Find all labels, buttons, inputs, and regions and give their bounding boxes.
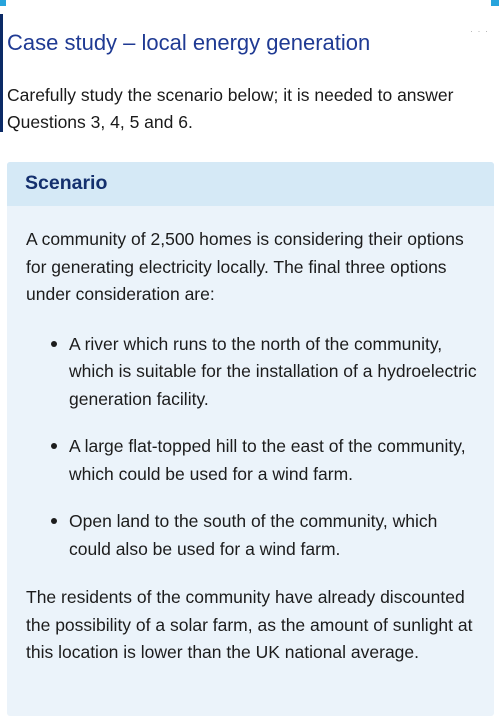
option-text: Open land to the south of the community, which could also be used for a wind farm. xyxy=(69,511,438,559)
bullet-icon xyxy=(51,443,57,449)
scenario-closing: The residents of the community have already discounted the possibility of a solar farm, as the amount of sunlight at this location is lower than the UK national average. xyxy=(26,587,473,662)
section-indicator-bar xyxy=(0,14,3,132)
options-list xyxy=(26,331,480,564)
list-item xyxy=(26,331,480,414)
list-item xyxy=(26,433,480,488)
intro-text: Carefully study the scenario below; it is needed to answer Questions 3, 4, 5 and 6. xyxy=(7,85,454,132)
list-item xyxy=(26,508,480,563)
top-accent-left xyxy=(0,0,6,6)
bullet-icon xyxy=(51,518,57,524)
scenario-panel xyxy=(7,162,494,716)
option-text: A river which runs to the north of the community, which is suitable for the installation of a hydroelectric generation facility. xyxy=(69,333,477,409)
top-accent-right xyxy=(491,0,499,6)
page-title: Case study – local energy generation xyxy=(7,30,371,55)
scenario-lead: A community of 2,500 homes is considering their options for generating electricity locally. The final three options under consideration are: xyxy=(26,229,464,304)
option-text: A large flat-topped hill to the east of the community, which could be used for a wind farm. xyxy=(69,436,466,484)
scenario-heading: Scenario xyxy=(7,162,494,206)
corner-menu-icon[interactable]: · · · xyxy=(470,26,489,36)
scenario-body xyxy=(7,206,494,667)
bullet-icon xyxy=(51,341,57,347)
